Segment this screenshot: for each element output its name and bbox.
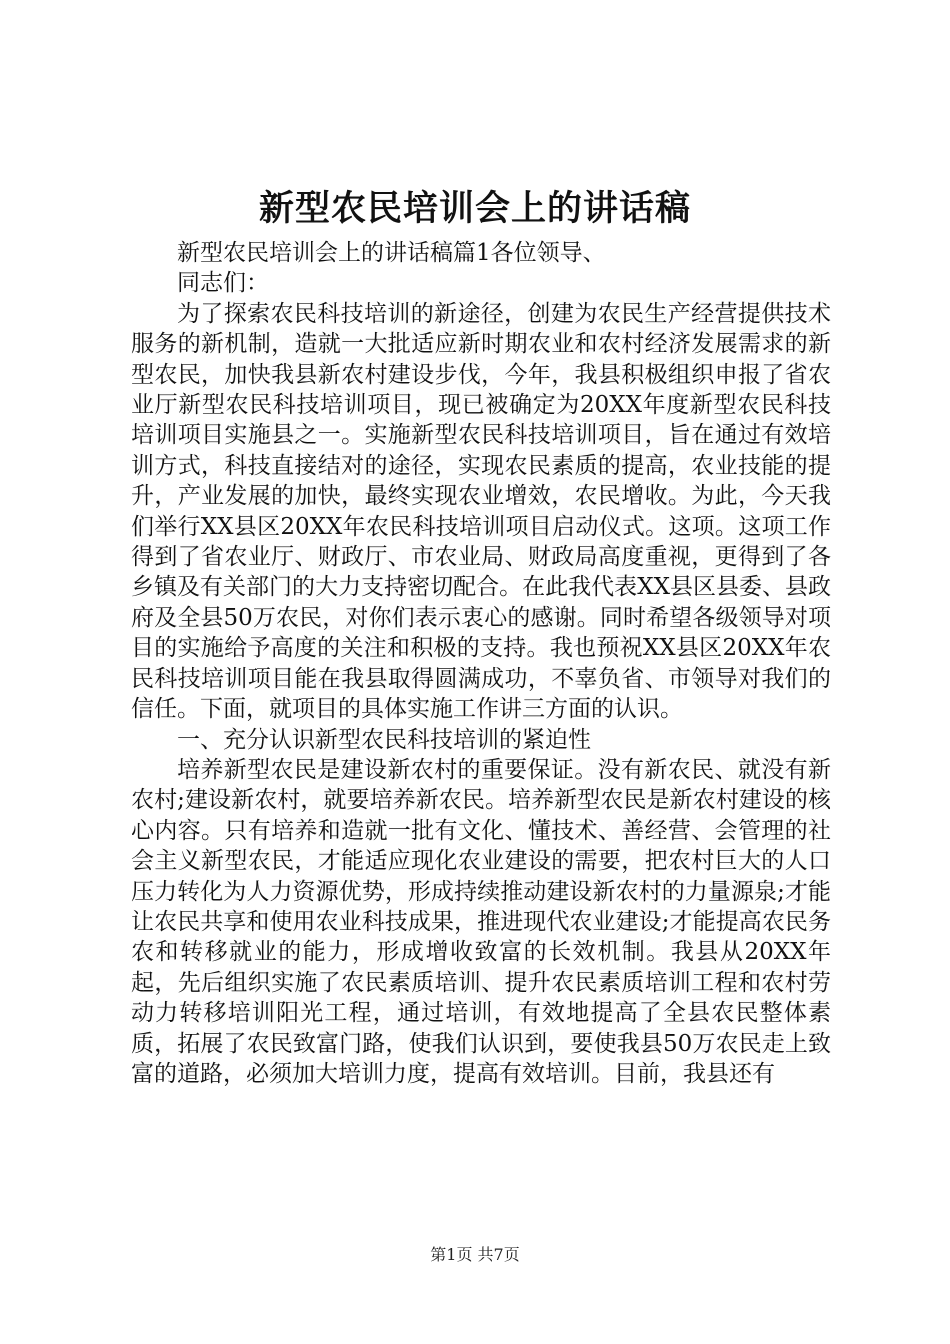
- page-footer: 第1页 共7页: [430, 1245, 520, 1264]
- document-title: 新型农民培训会上的讲话稿: [258, 188, 691, 229]
- paragraph-section-1: 培养新型农民是建设新农村的重要保证。没有新农民、就没有新农村;建设新农村，就要培养新农民。培养新型农民是新农村建设的核心内容。只有培养和造就一批有文化、懂技术、善经营、会管理的社会主义新型农民，才能适应现化农业建设的需要，把农村巨大的人口压力转化为人力资源优势，形成持续推动建设新农村的力量源泉;才能让农民共享和使用农业科技成果，推进现代农业建设;才能提高农民务农和转移就业的能力，形成增收致富的长效机制。我县从20XX年起，先后组织实施了农民素质培训、提升农民素质培训工程和农村劳动力转移培训阳光工程，通过培训，有效地提高了全县农民整体素质，拓展了农民致富门路，使我们认识到，要使我县50万农民走上致富的道路，必须加大培训力度，提高有效培训。目前，我县还有: [131, 756, 831, 1087]
- paragraph-introduction: 为了探索农民科技培训的新途径，创建为农民生产经营提供技术服务的新机制，造就一大批适应新时期农业和农村经济发展需求的新型农民，加快我县新农村建设步伐，今年，我县积极组织申报了省农业厅新型农民科技培训项目，现已被确定为20XX年度新型农民科技培训项目实施县之一。实施新型农民科技培训项目，旨在通过有效培训方式，科技直接结对的途径，实现农民素质的提高，农业技能的提升，产业发展的加快，最终实现农业增效，农民增收。为此，今天我们举行XX县区20XX年农民科技培训项目启动仪式。这项。这项工作得到了省农业厅、财政厅、市农业局、财政局高度重视，更得到了各乡镇及有关部门的大力支持密切配合。在此我代表XX县区县委、县政府及全县50万农民，对你们表示衷心的感谢。同时希望各级领导对项目的实施给予高度的关注和积极的支持。我也预祝XX县区20XX年农民科技培训项目能在我县取得圆满成功，不辜负省、市领导对我们的信任。下面，就项目的具体实施工作讲三方面的认识。: [131, 300, 831, 723]
- document-body: [131, 238, 831, 1089]
- section-heading-1: 一、充分认识新型农民科技培训的紧迫性: [177, 726, 591, 753]
- paragraph-salutation: 同志们：: [177, 270, 269, 297]
- paragraph-opening: 新型农民培训会上的讲话稿篇1各位领导、: [177, 240, 606, 266]
